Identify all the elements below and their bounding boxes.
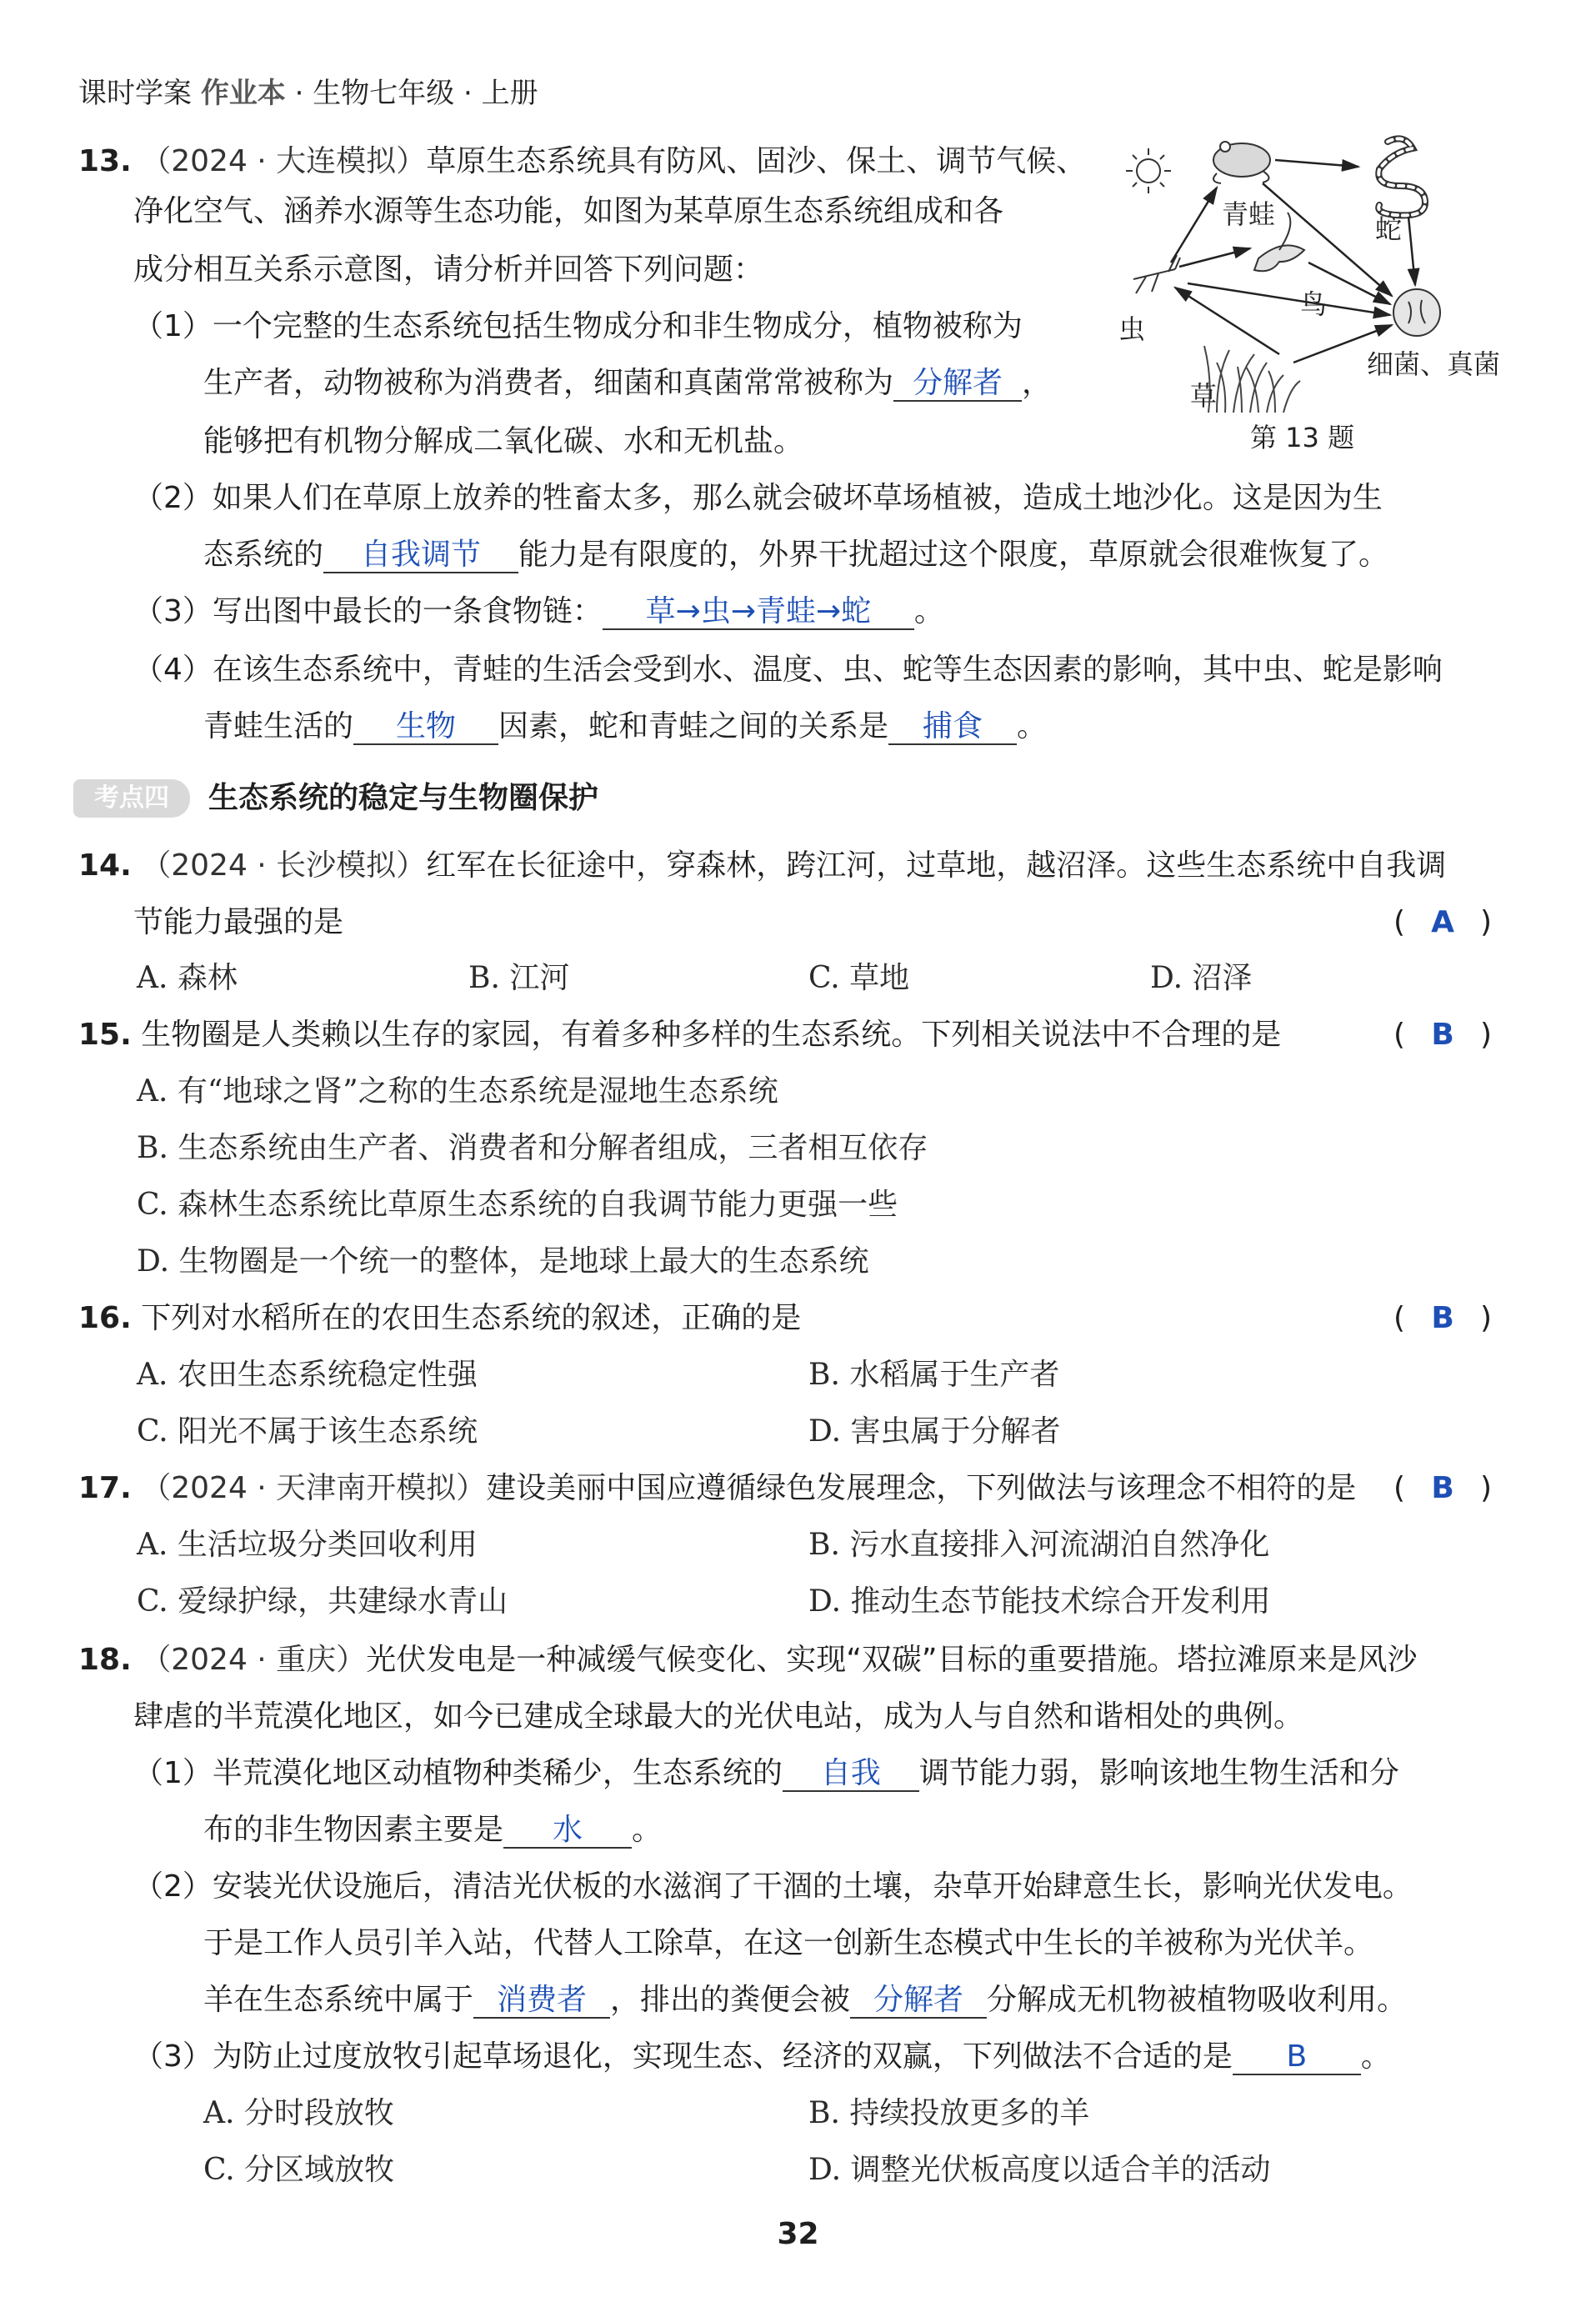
q16-number: 16. [78, 1301, 132, 1335]
q18-part-2-line-2: 于是工作人员引羊入站，代替人工除草，在这一创新生态模式中生长的羊被称为光伏羊。 [203, 1926, 1374, 1960]
header-book: 作业本 [200, 77, 286, 110]
q18-part-2-line-1: （2）安装光伏设施后，清洁光伏板的水滋润了干涸的土壤，杂草开始肆意生长，影响光伏发电。 [133, 1869, 1413, 1904]
food-web-arrows [1171, 160, 1415, 363]
q17-answer-paren: ( B ) [1393, 1460, 1492, 1517]
q15-answer-paren: ( B ) [1393, 1007, 1492, 1063]
q18-stem-1: 光伏发电是一种减缓气候变化、实现“双碳”目标的重要措施。塔拉滩原来是风沙 [366, 1643, 1418, 1677]
q13-p3-end: 。 [913, 594, 944, 628]
q13-part-4-line-1: （4）在该生态系统中，青蛙的生活会受到水、温度、虫、蛇等生态因素的影响，其中虫、蛇是影响 [133, 653, 1443, 687]
q13-p4-text-a: 青蛙生活的 [203, 709, 354, 743]
q17-option-b: B. 污水直接排入河流湖泊自然净化 [808, 1528, 1270, 1562]
q13-p4-end: 。 [1017, 709, 1048, 743]
q13-p4-text-b: 因素，蛇和青蛙之间的关系是 [498, 709, 889, 743]
frog-icon [1213, 142, 1270, 183]
q17-stem: 建设美丽中国应遵循绿色发展理念，下列做法与该理念不相符的是 [486, 1471, 1357, 1505]
q18-line-1 [78, 1632, 1418, 1689]
q18-part-1-line-2 [203, 1802, 662, 1859]
choice-answer: B [1431, 1471, 1454, 1505]
q18-part-2-line-3 [203, 1972, 1407, 2029]
q17-option-d: D. 推动生态节能技术综合开发利用 [808, 1584, 1271, 1619]
q16-option-b: B. 水稻属于生产者 [808, 1358, 1060, 1392]
q18-p3-end: 。 [1360, 2039, 1391, 2074]
q18-p2-text-c: 分解成无机物被植物吸收利用。 [987, 1983, 1408, 2017]
q13-part-1-line-1: （1）一个完整的生态系统包括生物成分和非生物成分，植物被称为 [133, 309, 1023, 343]
answer-blank: 生物 [353, 710, 498, 745]
q16-stem: 下列对水稻所在的农田生态系统的叙述，正确的是 [141, 1301, 802, 1335]
answer-blank: 草→虫→青蛙→蛇 [603, 595, 914, 630]
q17-option-c: C. 爱绿护绿，共建绿水青山 [137, 1584, 508, 1619]
q13-p2-text-b: 能力是有限度的，外界干扰超过这个限度，草原就会很难恢复了。 [518, 538, 1389, 572]
q18-option-d: D. 调整光伏板高度以适合羊的活动 [808, 2153, 1271, 2187]
q15-line-1 [78, 1007, 1281, 1063]
q15-number: 15. [78, 1018, 132, 1052]
q13-part-1-line-2 [203, 355, 1052, 412]
q18-p1-text-c: 布的非生物因素主要是 [203, 1813, 504, 1847]
page-header [78, 70, 538, 111]
figure-caption: 第 13 题 [1250, 422, 1355, 453]
q13-p2-text-a: 态系统的 [203, 538, 324, 572]
q15-option-a: A. 有“地球之肾”之称的生态系统是湿地生态系统 [137, 1074, 778, 1108]
q18-p1-text-a: （1）半荒漠化地区动植物种类稀少，生态系统的 [133, 1756, 783, 1790]
answer-blank: B [1233, 2040, 1361, 2075]
q18-line-2: 肆虐的半荒漠化地区，如今已建成全球最大的光伏电站，成为人与自然和谐相处的典例。 [133, 1699, 1304, 1734]
q17-source: （2024 · 天津南开模拟） [141, 1471, 487, 1505]
q14-source: （2024 · 长沙模拟） [141, 848, 427, 883]
q14-answer-paren: ( A ) [1393, 894, 1492, 951]
q13-p1-comma: ， [1022, 366, 1053, 400]
q18-part-1-line-1 [133, 1745, 1399, 1802]
figure-label-insect: 虫 [1118, 313, 1146, 345]
answer-blank: 自我 [783, 1757, 919, 1792]
q13-part-1-line-3: 能够把有机物分解成二氧化碳、水和无机盐。 [203, 424, 804, 458]
q14-stem-1: 红军在长征途中，穿森林，跨江河，过草地，越沼泽。这些生态系统中自我调 [426, 848, 1447, 883]
section-badge: 考点四 [73, 779, 190, 818]
answer-blank: 捕食 [888, 710, 1017, 745]
figure-label-snake: 蛇 [1375, 213, 1403, 245]
figure-label-grass: 草 [1190, 380, 1218, 412]
answer-blank: 水 [503, 1814, 632, 1849]
q17-line-1 [78, 1460, 1356, 1517]
q18-p2-text-b: ，排出的粪便会被 [610, 1983, 851, 2017]
page-number: 32 [777, 2217, 819, 2251]
q13-source: （2024 · 大连模拟） [141, 144, 427, 178]
grass-icon [1204, 346, 1300, 413]
q18-option-a: A. 分时段放牧 [203, 2096, 394, 2130]
choice-answer: A [1431, 905, 1454, 939]
q13-p1-text: 生产者，动物被称为消费者，细菌和真菌常常被称为 [203, 366, 894, 400]
q18-p3-text: （3）为防止过度放牧引起草场退化，实现生态、经济的双赢，下列做法不合适的是 [133, 2039, 1233, 2074]
figure-label-bird: 鸟 [1300, 288, 1328, 320]
q18-source: （2024 · 重庆） [141, 1643, 367, 1677]
q15-option-c: C. 森林生态系统比草原生态系统的自我调节能力更强一些 [137, 1188, 898, 1222]
q16-line-1 [78, 1290, 801, 1347]
q14-option-b: B. 江河 [468, 961, 570, 995]
q14-number: 14. [78, 848, 132, 883]
q13-part-3 [133, 583, 944, 640]
answer-blank: 分解者 [850, 1984, 987, 2019]
answer-blank: 自我调节 [323, 538, 518, 573]
q13-line-3: 成分相互关系示意图，请分析并回答下列问题： [133, 253, 764, 287]
q17-option-a: A. 生活垃圾分类回收利用 [137, 1528, 478, 1562]
q14-line-2: 节能力最强的是 [133, 905, 344, 939]
answer-blank: 分解者 [893, 367, 1022, 402]
q14-line-1 [78, 838, 1446, 894]
answer-blank: 消费者 [473, 1984, 610, 2019]
snake-icon [1378, 138, 1425, 215]
q16-option-a: A. 农田生态系统稳定性强 [137, 1358, 478, 1392]
q13-number: 13. [78, 144, 132, 178]
q13-part-2-line-2 [203, 527, 1388, 583]
choice-answer: B [1431, 1301, 1454, 1335]
header-subject: · 生物七年级 · 上册 [294, 77, 538, 110]
q18-number: 18. [78, 1643, 132, 1677]
q18-p1-text-b: 调节能力弱，影响该地生物生活和分 [918, 1756, 1399, 1790]
q18-option-b: B. 持续投放更多的羊 [808, 2096, 1090, 2130]
q15-option-d: D. 生物圈是一个统一的整体，是地球上最大的生态系统 [137, 1244, 869, 1279]
q16-option-c: C. 阳光不属于该生态系统 [137, 1414, 478, 1449]
q13-p3-text: （3）写出图中最长的一条食物链： [133, 594, 603, 628]
section-title: 生态系统的稳定与生物圈保护 [208, 781, 599, 815]
figure-label-decomposer: 细菌、真菌 [1367, 348, 1501, 380]
q14-option-c: C. 草地 [808, 961, 910, 995]
q14-option-a: A. 森林 [137, 961, 238, 995]
q17-number: 17. [78, 1471, 132, 1505]
q13-line-2: 净化空气、涵养水源等生态功能，如图为某草原生态系统组成和各 [133, 194, 1004, 228]
figure-label-frog: 青蛙 [1222, 198, 1276, 230]
q15-stem: 生物圈是人类赖以生存的家园，有着多种多样的生态系统。下列相关说法中不合理的是 [141, 1018, 1282, 1052]
header-series: 课时学案 [78, 77, 192, 110]
q13-part-2-line-1: （2）如果人们在草原上放养的牲畜太多，那么就会破坏草场植被，造成土地沙化。这是因为生 [133, 481, 1383, 515]
choice-answer: B [1431, 1018, 1454, 1052]
q13-part-4-line-2 [203, 698, 1047, 755]
decomposer-icon [1393, 289, 1440, 336]
q18-p1-end: 。 [632, 1813, 663, 1847]
q14-option-d: D. 沼泽 [1150, 961, 1253, 995]
q18-p2-text-a: 羊在生态系统中属于 [203, 1983, 474, 2017]
q16-option-d: D. 害虫属于分解者 [808, 1414, 1061, 1449]
q16-answer-paren: ( B ) [1393, 1290, 1492, 1347]
sun-icon [1126, 148, 1171, 193]
q18-option-c: C. 分区域放牧 [203, 2153, 395, 2187]
q13-line-1 [78, 133, 1086, 190]
q18-part-3 [133, 2029, 1391, 2085]
q13-stem-1: 草原生态系统具有防风、固沙、保土、调节气候、 [426, 144, 1087, 178]
q15-option-b: B. 生态系统由生产者、消费者和分解者组成，三者相互依存 [137, 1131, 928, 1165]
